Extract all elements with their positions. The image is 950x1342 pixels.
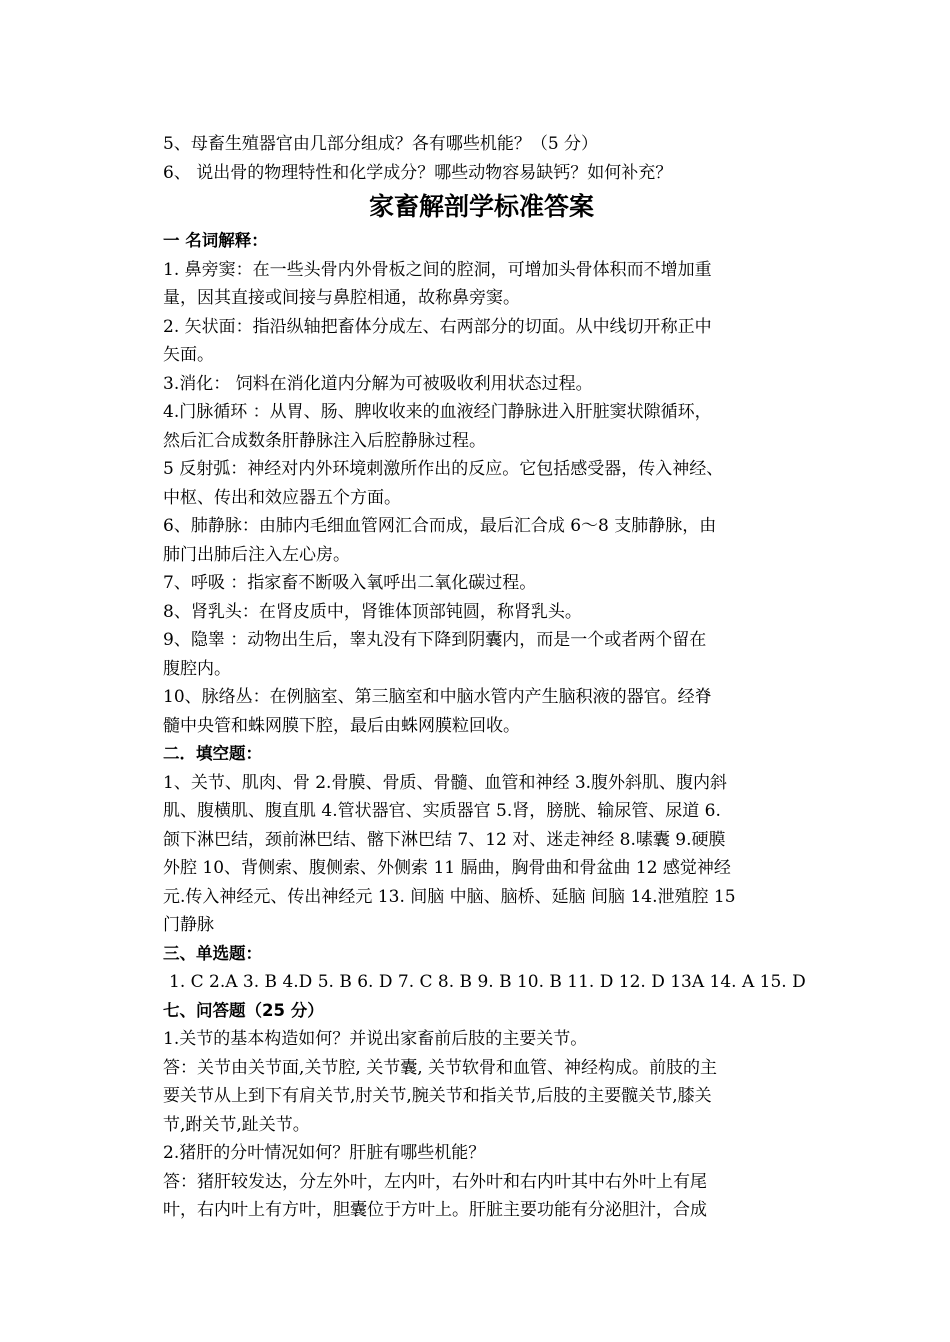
text-line: 3.消化： 饲料在消化道内分解为可被吸收利用状态过程。 <box>163 373 593 394</box>
text-line: 节,跗关节,趾关节。 <box>163 1114 310 1135</box>
section-heading: 七、问答题（25 分） <box>163 1000 324 1020</box>
section-questions <box>163 997 800 1225</box>
text-line: 肌、腹横肌、腹直肌 4.管状器官、实质器官 5.肾，膀胱、输尿管、尿道 6. <box>163 801 721 821</box>
text-line: 1. 鼻旁窦：在一些头骨内外骨板之间的腔洞，可增加头骨体积而不增加重 <box>163 259 712 280</box>
text-line: 7、呼吸 ：指家畜不断吸入氧呼出二氧化碳过程。 <box>163 573 537 593</box>
text-line: 6、肺静脉：由肺内毛细血管网汇合而成，最后汇合成 6～8 支肺静脉，由 <box>163 516 717 536</box>
text-line: 5 反射弧：神经对内外环境刺激所作出的反应。它包括感受器，传入神经、 <box>163 459 724 479</box>
text-line: 颌下淋巴结，颈前淋巴结、髂下淋巴结 7、12 对、迷走神经 8.嗉囊 9.硬膜 <box>163 829 726 850</box>
text-line: 答：关节由关节面,关节腔, 关节囊, 关节软骨和血管、神经构成。前肢的主 <box>163 1057 718 1078</box>
text-line: 肺门出肺后注入左心房。 <box>163 544 350 565</box>
text-line: 外腔 10、背侧索、腹侧索、外侧索 11 膈曲，胸骨曲和骨盆曲 12 感觉神经 <box>163 858 731 878</box>
section-fill-in <box>163 740 800 940</box>
page-title: 家畜解剖学标准答案 <box>368 192 594 221</box>
text-line: 元.传入神经元、传出神经元 13. 间脑 中脑、脑桥、延脑 间脑 14.泄殖腔 15 <box>163 886 736 907</box>
section-heading: 一 名词解释： <box>163 231 268 250</box>
text-line: 8、肾乳头：在肾皮质中，肾锥体顶部钝圆，称肾乳头。 <box>163 601 582 622</box>
text-line: 2.猪肝的分叶情况如何？肝脏有哪些机能？ <box>163 1143 486 1163</box>
text-line: 叶，右内叶上有方叶，胆囊位于方叶上。肝脏主要功能有分泌胆汁，合成 <box>163 1200 707 1220</box>
text-line: 门静脉 <box>163 915 214 935</box>
question-6: 6、 说出骨的物理特性和化学成分？哪些动物容易缺钙？如何补充？ <box>163 162 673 183</box>
text-line: 2. 矢状面：指沿纵轴把畜体分成左、右两部分的切面。从中线切开称正中 <box>163 316 712 337</box>
section-heading: 三、单选题： <box>163 943 262 963</box>
answer-line: 1. C 2.A 3. B 4.D 5. B 6. D 7. C 8. B 9. B 10. B 11. D 12. D 13A 14. A 15. D <box>169 972 806 992</box>
section-definitions <box>163 227 800 740</box>
text-line: 4.门脉循环 ：从胃、肠、脾收收来的血液经门静脉进入肝脏窦状隙循环， <box>163 402 712 422</box>
text-line: 矢面。 <box>163 345 214 365</box>
section-multiple-choice <box>163 940 806 997</box>
text-line: 中枢、传出和效应器五个方面。 <box>163 487 401 508</box>
text-line: 髓中央管和蛛网膜下腔，最后由蛛网膜粒回收。 <box>163 715 520 736</box>
question-5: 5、母畜生殖器官由几部分组成？各有哪些机能？（5 分） <box>163 134 599 154</box>
text-line: 要关节从上到下有肩关节,肘关节,腕关节和指关节,后肢的主要髋关节,膝关 <box>163 1086 712 1106</box>
text-line: 然后汇合成数条肝静脉注入后腔静脉过程。 <box>163 430 486 451</box>
text-line: 答：猪肝较发达，分左外叶，左内叶，右外叶和右内叶其中右外叶上有尾 <box>163 1171 707 1192</box>
text-line: 量，因其直接或间接与鼻腔相通，故称鼻旁窦。 <box>163 288 520 308</box>
text-line: 1、关节、肌肉、骨 2.骨膜、骨质、骨髓、血管和神经 3.腹外斜肌、腹内斜 <box>163 772 728 793</box>
text-line: 1.关节的基本构造如何？并说出家畜前后肢的主要关节。 <box>163 1029 588 1049</box>
section-heading: 二．填空题： <box>163 744 262 763</box>
text-line: 腹腔内。 <box>163 658 231 679</box>
text-line: 10、脉络丛：在例脑室、第三脑室和中脑水管内产生脑积液的器官。经脊 <box>163 687 712 707</box>
text-line: 9、隐睾 ：动物出生后，睾丸没有下降到阴囊内，而是一个或者两个留在 <box>163 630 707 650</box>
